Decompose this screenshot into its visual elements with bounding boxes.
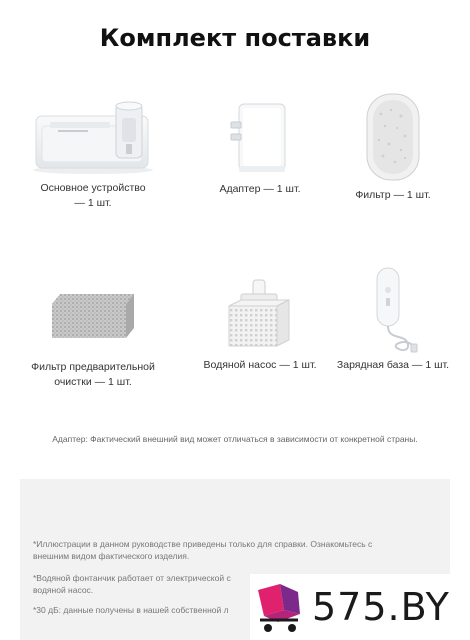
fountain-device-icon <box>28 100 158 175</box>
power-adapter-icon <box>225 100 295 176</box>
footnote-line: *30 дБ: данные получены в нашей собственной л <box>33 605 229 615</box>
item-caption: Зарядная база — 1 шт. <box>336 359 450 371</box>
footnote-line: водяной насос. <box>33 585 94 595</box>
footnote-line: *Водяной фонтанчик работает от электрической с <box>33 573 231 583</box>
shopping-cart-logo-icon <box>254 580 308 634</box>
water-pump-icon <box>219 278 301 350</box>
item-caption: очистки — 1 шт. <box>54 376 132 388</box>
adapter-note: Адаптер: Фактический внешний вид может отличаться в зависимости от конкретной страны. <box>52 434 418 444</box>
item-caption: Основное устройство <box>40 182 146 194</box>
item-main-device <box>18 100 168 211</box>
watermark-text: 575.BY <box>312 585 450 629</box>
item-charging-base <box>318 262 468 373</box>
item-caption: Фильтр — 1 шт. <box>355 189 431 201</box>
item-caption: Адаптер — 1 шт. <box>219 183 301 195</box>
watermark-logo <box>250 574 470 640</box>
item-caption: Фильтр предварительной <box>31 361 155 373</box>
filter-icon <box>363 92 423 182</box>
footnote-line: внешним видом фактического изделия. <box>33 551 190 561</box>
footnote-line: *Иллюстрации в данном руководстве приведены только для справки. Ознакомьтесь с <box>33 539 373 549</box>
charging-base-icon <box>363 262 423 354</box>
item-pre-filter <box>18 290 168 390</box>
item-filter <box>318 92 468 203</box>
page-title: Комплект поставки <box>99 24 371 52</box>
footnote <box>33 538 413 562</box>
item-adapter <box>185 100 335 197</box>
item-water-pump <box>185 278 335 373</box>
pre-filter-sponge-icon <box>48 290 138 342</box>
item-caption: — 1 шт. <box>74 197 112 209</box>
item-caption: Водяной насос — 1 шт. <box>203 359 317 371</box>
